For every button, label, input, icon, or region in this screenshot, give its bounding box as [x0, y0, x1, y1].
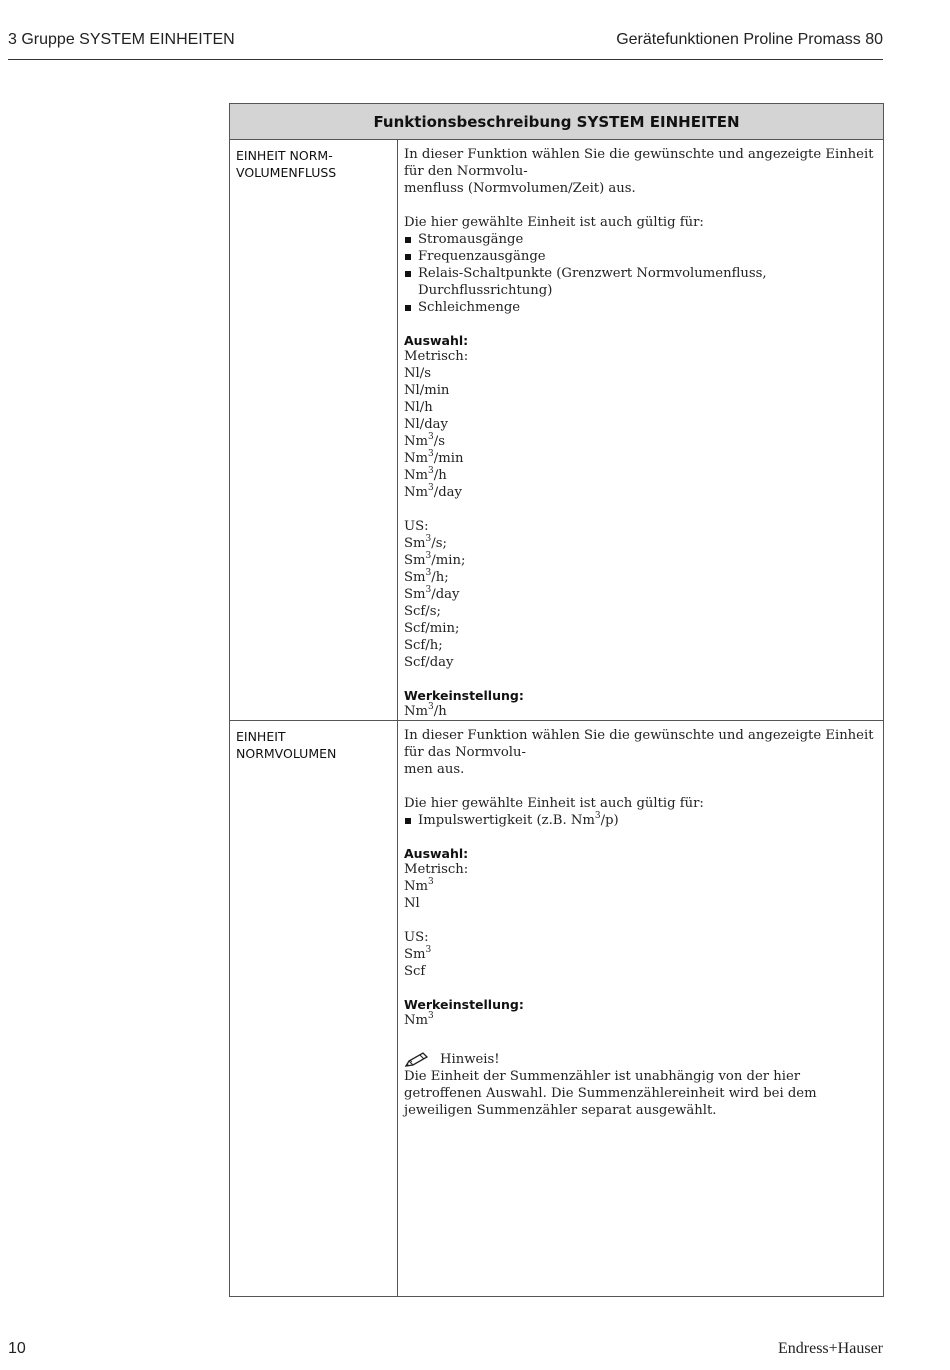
unit-option: Nl/h [404, 400, 433, 415]
unit-option: Nm$^3$/min [404, 448, 464, 466]
selection-label: Auswahl: [404, 333, 469, 348]
list-item: Impulswertigkeit (z.B. Nm$^3$/p) [404, 812, 877, 829]
unit-option: Sm$^3$/min; [404, 550, 466, 568]
unit-option: Nm$^3$/h [404, 465, 447, 483]
metric-label: Metrisch: [404, 862, 469, 877]
bullet-list [404, 231, 877, 316]
unit-option: Nl/min [404, 383, 450, 398]
valid-for-text: Die hier gewählte Einheit ist auch gültig für: [404, 796, 704, 811]
pencil-note-icon [404, 1051, 432, 1068]
list-item: Stromausgänge [404, 231, 877, 248]
note-title: Hinweis! [440, 1052, 500, 1067]
unit-option: Sm$^3$/h; [404, 567, 449, 585]
function-description-table [229, 103, 884, 1297]
us-label: US: [404, 930, 429, 945]
unit-option: Nl [404, 896, 420, 911]
list-item: Relais-Schaltpunkte (Grenzwert Normvolumenfluss, Durchflussrichtung) [404, 265, 877, 299]
intro-text: In dieser Funktion wählen Sie die gewünschte und angezeigte Einheit für das Normvolu- men aus. [404, 728, 874, 777]
function-description-normvolumen [398, 721, 884, 1297]
unit-option: Sm$^3$ [404, 944, 432, 962]
intro-text: In dieser Funktion wählen Sie die gewünschte und angezeigte Einheit für den Normvolu- menfluss (Normvolumen/Zeit) aus. [404, 147, 874, 196]
table-title: Funktionsbeschreibung SYSTEM EINHEITEN [230, 104, 884, 140]
running-header-section: 3 Gruppe SYSTEM EINHEITEN [8, 31, 235, 48]
table-row [230, 140, 884, 721]
note-text: Die Einheit der Summenzähler ist unabhängig von der hier getroffenen Auswahl. Die Summenzählereinheit wird bei dem jeweiligen Summenzähler separat ausgewählt. [404, 1069, 817, 1118]
running-header-title: Gerätefunktionen Proline Promass 80 [616, 31, 883, 48]
unit-option: Scf/day [404, 655, 454, 670]
note-heading [404, 1051, 877, 1068]
bullet-icon [405, 305, 411, 311]
header-rule [8, 59, 883, 60]
unit-option: Scf/s; [404, 604, 441, 619]
metric-label: Metrisch: [404, 349, 469, 364]
bullet-icon [405, 254, 411, 260]
unit-option: Scf/h; [404, 638, 443, 653]
unit-option: Scf [404, 964, 426, 979]
brand-logo-text: Endress+Hauser [778, 1340, 883, 1357]
function-name-normvolumen: EINHEIT NORMVOLUMEN [230, 721, 398, 1297]
page-number: 10 [8, 1340, 26, 1357]
unit-option: Nm$^3$/day [404, 482, 462, 500]
table-row [230, 721, 884, 1297]
default-value: Nm$^3$/h [404, 701, 447, 719]
default-label: Werkeinstellung: [404, 688, 524, 703]
bullet-icon [405, 237, 411, 243]
unit-option: Sm$^3$/s; [404, 533, 447, 551]
unit-option: Nl/s [404, 366, 431, 381]
unit-option: Nm$^3$ [404, 876, 434, 894]
bullet-icon [405, 271, 411, 277]
us-label: US: [404, 519, 429, 534]
unit-option: Sm$^3$/day [404, 584, 460, 602]
bullet-list [404, 812, 877, 829]
bullet-icon [405, 818, 411, 824]
unit-option: Nl/day [404, 417, 448, 432]
default-value: Nm$^3$ [404, 1010, 434, 1028]
list-item: Schleichmenge [404, 299, 877, 316]
unit-option: Nm$^3$/s [404, 431, 445, 449]
unit-option: Scf/min; [404, 621, 460, 636]
list-item: Frequenzausgänge [404, 248, 877, 265]
function-name-norm-volumenfluss: EINHEIT NORM- VOLUMENFLUSS [230, 140, 398, 721]
selection-label: Auswahl: [404, 846, 469, 861]
valid-for-text: Die hier gewählte Einheit ist auch gültig für: [404, 215, 704, 230]
default-label: Werkeinstellung: [404, 997, 524, 1012]
function-description-norm-volumenfluss [398, 140, 884, 721]
